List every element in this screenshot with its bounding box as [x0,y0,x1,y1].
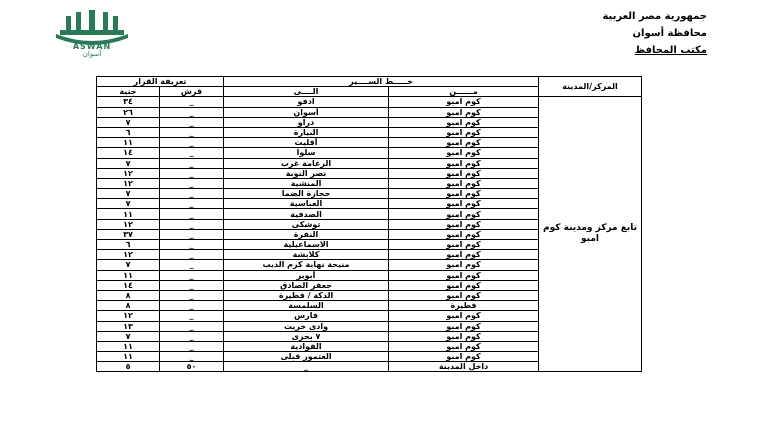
cell-from: كوم امبو [389,341,539,351]
cell-from: داخل المدينة [389,362,539,372]
header-fare: تعريفة القرار [97,77,224,87]
cell-from: كوم امبو [389,127,539,137]
cell-from: كوم امبو [389,97,539,107]
cell-to: جعفر الصادق [224,280,389,290]
fare-table [96,76,642,372]
cell-from: كوم امبو [389,280,539,290]
cell-to: أبوير [224,270,389,280]
cell-from: كوم امبو [389,219,539,229]
city-cell: تابع مركز ومدينة كوم امبو [539,97,642,372]
cell-from: كوم امبو [389,229,539,239]
cell-qirsh: _ [160,321,224,331]
logo-name-arabic: أسوان [82,50,102,58]
cell-pound: ١١ [97,270,160,280]
cell-to: السلمسة [224,301,389,311]
cell-qirsh: ٥٠ [160,362,224,372]
cell-to: العتمور قبلى [224,352,389,362]
cell-pound: ٣٧ [97,229,160,239]
cell-from: كوم امبو [389,321,539,331]
cell-from: كوم امبو [389,270,539,280]
cell-pound: ١١ [97,341,160,351]
cell-pound: ٧ [97,158,160,168]
cell-qirsh: _ [160,290,224,300]
cell-to: الرغامة غرب [224,158,389,168]
cell-to: وادى خريت [224,321,389,331]
cell-qirsh: _ [160,219,224,229]
cell-qirsh: _ [160,229,224,239]
header-qirsh: قرش [160,87,224,97]
cell-qirsh: _ [160,127,224,137]
cell-from: كوم امبو [389,250,539,260]
cell-pound: ٣٤ [97,97,160,107]
cell-from: فطيرة [389,301,539,311]
fare-table-body [97,97,642,372]
cell-qirsh: _ [160,97,224,107]
cell-pound: ٧ [97,260,160,270]
cell-to: الصدفية [224,209,389,219]
cell-pound: ١٣ [97,321,160,331]
header-city: المركز/المدينة [539,77,642,97]
cell-pound: ١١ [97,138,160,148]
cell-pound: ١٤ [97,280,160,290]
cell-pound: ١٤ [97,148,160,158]
cell-pound: ٢٦ [97,107,160,117]
cell-to: النفرة [224,229,389,239]
letterhead [602,8,707,59]
cell-to: نصر النوبة [224,168,389,178]
header-country: جمهورية مصر العربية [602,11,707,22]
cell-to: أقليت [224,138,389,148]
cell-qirsh: _ [160,331,224,341]
cell-to: أسوان [224,107,389,117]
cell-pound: ١٢ [97,178,160,188]
cell-pound: ٨ [97,301,160,311]
cell-pound: ١١ [97,352,160,362]
cell-to: حجازة الضما [224,189,389,199]
cell-pound: ١٢ [97,219,160,229]
cell-from: كوم امبو [389,199,539,209]
cell-pound: ٨ [97,290,160,300]
cell-qirsh: _ [160,189,224,199]
cell-to: العباسية [224,199,389,209]
cell-qirsh: _ [160,158,224,168]
cell-pound: ١٢ [97,311,160,321]
header-route: خـــــط الســــير [224,77,539,87]
cell-qirsh: _ [160,117,224,127]
cell-from: كوم امبو [389,240,539,250]
cell-to: البيارة [224,127,389,137]
cell-qirsh: _ [160,270,224,280]
cell-to: ٧ بحرى [224,331,389,341]
cell-qirsh: _ [160,138,224,148]
header-office: مكتب المحافظ [634,45,707,56]
cell-from: كوم امبو [389,352,539,362]
cell-pound: ٧ [97,189,160,199]
cell-qirsh: _ [160,352,224,362]
cell-from: كوم امبو [389,148,539,158]
cell-pound: ٦ [97,240,160,250]
cell-to: _ [224,362,389,372]
cell-qirsh: _ [160,178,224,188]
cell-from: كوم امبو [389,189,539,199]
cell-pound: ١٢ [97,168,160,178]
cell-qirsh: _ [160,107,224,117]
cell-qirsh: _ [160,240,224,250]
cell-from: كوم امبو [389,331,539,341]
cell-from: كوم امبو [389,290,539,300]
cell-qirsh: _ [160,280,224,290]
logo-name-latin: ASWAN [72,42,112,51]
cell-qirsh: _ [160,301,224,311]
header-to: الــــى [224,87,389,97]
cell-to: الاسماعيلية [224,240,389,250]
cell-to: فارس [224,311,389,321]
cell-to: منيحة نهاية كرم الديب [224,260,389,270]
cell-from: كوم امبو [389,311,539,321]
cell-from: كوم امبو [389,168,539,178]
cell-from: كوم امبو [389,260,539,270]
cell-from: كوم امبو [389,117,539,127]
header-governorate: محافظة أسوان [632,28,707,39]
cell-qirsh: _ [160,209,224,219]
cell-to: الدكة / فطيرة [224,290,389,300]
cell-qirsh: _ [160,148,224,158]
cell-qirsh: _ [160,199,224,209]
cell-pound: ٧ [97,199,160,209]
cell-pound: ١١ [97,209,160,219]
cell-to: المنشية [224,178,389,188]
cell-from: كوم امبو [389,138,539,148]
cell-to: ادفو [224,97,389,107]
header-from: مــــــن [389,87,539,97]
table-row [97,97,642,107]
cell-qirsh: _ [160,341,224,351]
cell-pound: ١٢ [97,250,160,260]
cell-from: كوم امبو [389,107,539,117]
cell-to: دراو [224,117,389,127]
header-pound: جنية [97,87,160,97]
cell-qirsh: _ [160,168,224,178]
cell-to: سلوا [224,148,389,158]
cell-to: توشكى [224,219,389,229]
cell-pound: ٦ [97,127,160,137]
cell-from: كوم امبو [389,178,539,188]
cell-to: كلابشة [224,250,389,260]
cell-qirsh: _ [160,311,224,321]
cell-pound: ٧ [97,117,160,127]
cell-from: كوم امبو [389,209,539,219]
cell-to: الفوادية [224,341,389,351]
cell-qirsh: _ [160,260,224,270]
cell-from: كوم امبو [389,158,539,168]
cell-pound: ٥ [97,362,160,372]
cell-qirsh: _ [160,250,224,260]
cell-pound: ٧ [97,331,160,341]
